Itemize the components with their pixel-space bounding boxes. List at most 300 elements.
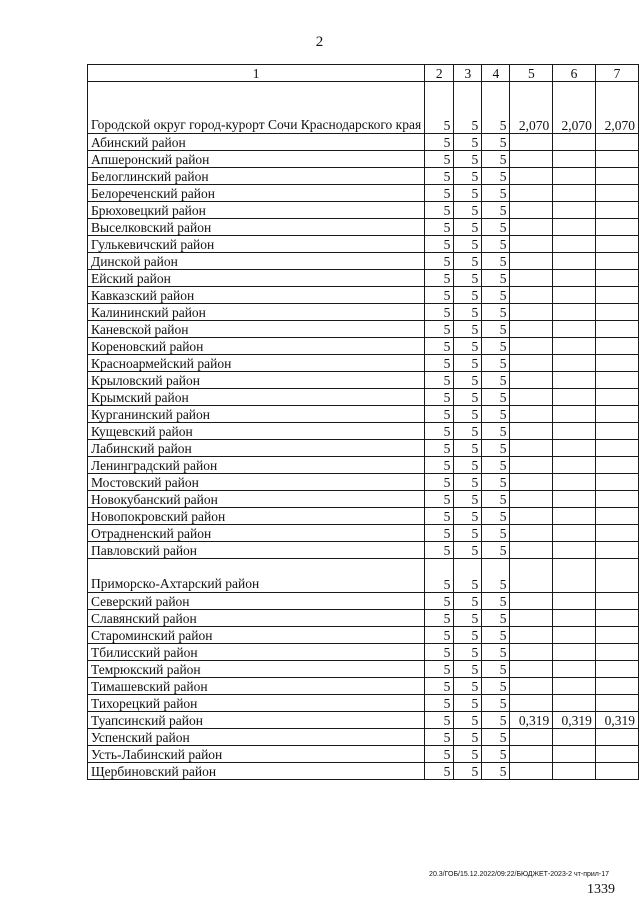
value-cell-c6 (553, 542, 596, 559)
table-row (88, 304, 639, 321)
value-cell-c3: 5 (454, 202, 482, 219)
value-cell-c2: 5 (425, 355, 454, 372)
value-cell-c7 (595, 644, 638, 661)
table-row (88, 389, 639, 406)
value-cell-c4: 5 (482, 678, 510, 695)
value-cell-c7 (595, 134, 638, 151)
table-row (88, 678, 639, 695)
value-cell-c5 (510, 321, 553, 338)
value-cell-c2: 5 (425, 134, 454, 151)
value-cell-c3: 5 (454, 593, 482, 610)
value-cell-c6 (553, 610, 596, 627)
municipality-name: Кавказский район (88, 287, 425, 304)
value-cell-c3: 5 (454, 525, 482, 542)
table-row (88, 729, 639, 746)
value-cell-c4: 5 (482, 168, 510, 185)
column-header: 2 (425, 65, 454, 82)
value-cell-c7 (595, 542, 638, 559)
value-cell-c3: 5 (454, 406, 482, 423)
municipality-name: Успенский район (88, 729, 425, 746)
value-cell-c5 (510, 202, 553, 219)
municipality-name: Ейский район (88, 270, 425, 287)
value-cell-c3: 5 (454, 82, 482, 134)
value-cell-c2: 5 (425, 474, 454, 491)
value-cell-c3: 5 (454, 168, 482, 185)
value-cell-c6 (553, 355, 596, 372)
value-cell-c6 (553, 423, 596, 440)
value-cell-c2: 5 (425, 287, 454, 304)
value-cell-c2: 5 (425, 525, 454, 542)
municipality-name: Туапсинский район (88, 712, 425, 729)
table-row (88, 440, 639, 457)
value-cell-c7 (595, 474, 638, 491)
value-cell-c3: 5 (454, 491, 482, 508)
value-cell-c5 (510, 678, 553, 695)
value-cell-c6 (553, 763, 596, 780)
value-cell-c4: 5 (482, 270, 510, 287)
value-cell-c7 (595, 321, 638, 338)
value-cell-c4: 5 (482, 219, 510, 236)
value-cell-c3: 5 (454, 287, 482, 304)
table-row (88, 185, 639, 202)
value-cell-c4: 5 (482, 644, 510, 661)
value-cell-c2: 5 (425, 270, 454, 287)
table-row (88, 287, 639, 304)
value-cell-c6 (553, 678, 596, 695)
value-cell-c7 (595, 168, 638, 185)
value-cell-c4: 5 (482, 491, 510, 508)
value-cell-c4: 5 (482, 712, 510, 729)
table-row (88, 763, 639, 780)
value-cell-c2: 5 (425, 542, 454, 559)
table-row (88, 82, 639, 134)
value-cell-c6 (553, 644, 596, 661)
value-cell-c6 (553, 338, 596, 355)
value-cell-c4: 5 (482, 457, 510, 474)
table-row (88, 168, 639, 185)
value-cell-c6 (553, 746, 596, 763)
value-cell-c3: 5 (454, 389, 482, 406)
value-cell-c2: 5 (425, 185, 454, 202)
municipality-name: Славянский район (88, 610, 425, 627)
value-cell-c6 (553, 287, 596, 304)
value-cell-c5 (510, 134, 553, 151)
value-cell-c4: 5 (482, 355, 510, 372)
value-cell-c6 (553, 457, 596, 474)
table-row (88, 457, 639, 474)
value-cell-c5 (510, 491, 553, 508)
value-cell-c2: 5 (425, 236, 454, 253)
value-cell-c3: 5 (454, 508, 482, 525)
value-cell-c7 (595, 593, 638, 610)
value-cell-c2: 5 (425, 746, 454, 763)
table-row (88, 202, 639, 219)
value-cell-c4: 5 (482, 746, 510, 763)
table-row (88, 508, 639, 525)
value-cell-c4: 5 (482, 82, 510, 134)
municipality-name: Калининский район (88, 304, 425, 321)
municipality-name: Приморско-Ахтарский район (88, 559, 425, 593)
municipality-name: Белоглинский район (88, 168, 425, 185)
value-cell-c7 (595, 406, 638, 423)
municipality-name: Красноармейский район (88, 355, 425, 372)
value-cell-c3: 5 (454, 270, 482, 287)
value-cell-c5 (510, 372, 553, 389)
municipality-name: Динской район (88, 253, 425, 270)
value-cell-c6 (553, 372, 596, 389)
value-cell-c2: 5 (425, 644, 454, 661)
value-cell-c3: 5 (454, 695, 482, 712)
value-cell-c5 (510, 644, 553, 661)
municipality-name: Крыловский район (88, 372, 425, 389)
table-row (88, 610, 639, 627)
column-header: 6 (553, 65, 596, 82)
value-cell-c2: 5 (425, 389, 454, 406)
table-row (88, 406, 639, 423)
value-cell-c2: 5 (425, 440, 454, 457)
value-cell-c2: 5 (425, 304, 454, 321)
value-cell-c5 (510, 304, 553, 321)
value-cell-c6 (553, 236, 596, 253)
value-cell-c3: 5 (454, 746, 482, 763)
value-cell-c5 (510, 542, 553, 559)
value-cell-c6 (553, 559, 596, 593)
value-cell-c4: 5 (482, 627, 510, 644)
value-cell-c4: 5 (482, 695, 510, 712)
value-cell-c4: 5 (482, 610, 510, 627)
table-row (88, 423, 639, 440)
municipality-name: Павловский район (88, 542, 425, 559)
value-cell-c7 (595, 763, 638, 780)
value-cell-c2: 5 (425, 729, 454, 746)
value-cell-c7 (595, 491, 638, 508)
value-cell-c2: 5 (425, 168, 454, 185)
table-row (88, 151, 639, 168)
value-cell-c5 (510, 610, 553, 627)
value-cell-c2: 5 (425, 151, 454, 168)
value-cell-c3: 5 (454, 661, 482, 678)
value-cell-c6 (553, 440, 596, 457)
value-cell-c5 (510, 236, 553, 253)
value-cell-c7 (595, 304, 638, 321)
value-cell-c5 (510, 253, 553, 270)
value-cell-c3: 5 (454, 219, 482, 236)
municipality-name: Кореновский район (88, 338, 425, 355)
value-cell-c2: 5 (425, 219, 454, 236)
value-cell-c3: 5 (454, 610, 482, 627)
table-row (88, 712, 639, 729)
municipality-name: Городской округ город-курорт Сочи Краснодарского края (88, 82, 425, 134)
value-cell-c2: 5 (425, 508, 454, 525)
value-cell-c4: 5 (482, 559, 510, 593)
value-cell-c6 (553, 729, 596, 746)
value-cell-c4: 5 (482, 542, 510, 559)
value-cell-c7 (595, 746, 638, 763)
value-cell-c6 (553, 321, 596, 338)
value-cell-c4: 5 (482, 151, 510, 168)
value-cell-c5 (510, 508, 553, 525)
value-cell-c7 (595, 661, 638, 678)
value-cell-c5 (510, 168, 553, 185)
value-cell-c7 (595, 372, 638, 389)
table-row (88, 338, 639, 355)
value-cell-c2: 5 (425, 593, 454, 610)
value-cell-c5 (510, 474, 553, 491)
value-cell-c6 (553, 406, 596, 423)
value-cell-c3: 5 (454, 474, 482, 491)
value-cell-c2: 5 (425, 627, 454, 644)
value-cell-c3: 5 (454, 355, 482, 372)
value-cell-c2: 5 (425, 321, 454, 338)
value-cell-c4: 5 (482, 593, 510, 610)
document-code: 20.3/ГОБ/15.12.2022/09:22/БЮДЖЕТ-2023-2 чт-прил-17 (429, 871, 609, 878)
table-row (88, 644, 639, 661)
table-row (88, 355, 639, 372)
value-cell-c3: 5 (454, 542, 482, 559)
column-header: 7 (595, 65, 638, 82)
municipality-name: Северский район (88, 593, 425, 610)
value-cell-c7 (595, 440, 638, 457)
value-cell-c4: 5 (482, 474, 510, 491)
value-cell-c2: 5 (425, 406, 454, 423)
value-cell-c5 (510, 287, 553, 304)
value-cell-c4: 5 (482, 372, 510, 389)
value-cell-c4: 5 (482, 661, 510, 678)
value-cell-c6 (553, 627, 596, 644)
municipality-name: Брюховецкий район (88, 202, 425, 219)
municipality-name: Тбилисский район (88, 644, 425, 661)
value-cell-c7 (595, 253, 638, 270)
column-header: 1 (88, 65, 425, 82)
value-cell-c5 (510, 627, 553, 644)
value-cell-c6 (553, 270, 596, 287)
value-cell-c4: 5 (482, 304, 510, 321)
value-cell-c7 (595, 457, 638, 474)
value-cell-c4: 5 (482, 406, 510, 423)
value-cell-c5 (510, 406, 553, 423)
value-cell-c3: 5 (454, 236, 482, 253)
value-cell-c7 (595, 287, 638, 304)
value-cell-c5 (510, 746, 553, 763)
value-cell-c6 (553, 508, 596, 525)
value-cell-c3: 5 (454, 185, 482, 202)
value-cell-c6 (553, 593, 596, 610)
municipality-name: Новокубанский район (88, 491, 425, 508)
value-cell-c5 (510, 559, 553, 593)
value-cell-c7 (595, 525, 638, 542)
value-cell-c2: 5 (425, 695, 454, 712)
value-cell-c7 (595, 559, 638, 593)
value-cell-c3: 5 (454, 457, 482, 474)
value-cell-c7 (595, 202, 638, 219)
table-row (88, 474, 639, 491)
value-cell-c3: 5 (454, 423, 482, 440)
table-row (88, 542, 639, 559)
value-cell-c5 (510, 423, 553, 440)
table-row (88, 559, 639, 593)
municipality-name: Тихорецкий район (88, 695, 425, 712)
value-cell-c2: 5 (425, 457, 454, 474)
value-cell-c2: 5 (425, 661, 454, 678)
value-cell-c4: 5 (482, 253, 510, 270)
municipality-name: Апшеронский район (88, 151, 425, 168)
value-cell-c6 (553, 253, 596, 270)
value-cell-c7 (595, 729, 638, 746)
value-cell-c3: 5 (454, 712, 482, 729)
municipality-name: Каневской район (88, 321, 425, 338)
value-cell-c6 (553, 525, 596, 542)
table-row (88, 219, 639, 236)
value-cell-c7 (595, 423, 638, 440)
table-row (88, 746, 639, 763)
table-body (88, 82, 639, 780)
table-row (88, 372, 639, 389)
value-cell-c6 (553, 474, 596, 491)
value-cell-c3: 5 (454, 372, 482, 389)
municipality-name: Лабинский район (88, 440, 425, 457)
table-row (88, 627, 639, 644)
value-cell-c7 (595, 151, 638, 168)
value-cell-c6 (553, 151, 596, 168)
value-cell-c4: 5 (482, 423, 510, 440)
value-cell-c2: 5 (425, 372, 454, 389)
value-cell-c4: 5 (482, 236, 510, 253)
municipality-name: Отрадненский район (88, 525, 425, 542)
table-row (88, 236, 639, 253)
table-row (88, 525, 639, 542)
header-row (88, 65, 639, 82)
value-cell-c5 (510, 355, 553, 372)
municipality-name: Темрюкский район (88, 661, 425, 678)
value-cell-c2: 5 (425, 559, 454, 593)
value-cell-c5 (510, 440, 553, 457)
value-cell-c5: 0,319 (510, 712, 553, 729)
value-cell-c4: 5 (482, 729, 510, 746)
value-cell-c5 (510, 185, 553, 202)
municipality-name: Абинский район (88, 134, 425, 151)
municipality-name: Тимашевский район (88, 678, 425, 695)
value-cell-c7: 2,070 (595, 82, 638, 134)
value-cell-c4: 5 (482, 763, 510, 780)
value-cell-c3: 5 (454, 321, 482, 338)
value-cell-c5 (510, 389, 553, 406)
value-cell-c6: 0,319 (553, 712, 596, 729)
page-number: 2 (315, 34, 324, 50)
table-row (88, 661, 639, 678)
value-cell-c7 (595, 236, 638, 253)
value-cell-c3: 5 (454, 440, 482, 457)
value-cell-c5 (510, 695, 553, 712)
value-cell-c6 (553, 389, 596, 406)
value-cell-c6 (553, 304, 596, 321)
table-row (88, 593, 639, 610)
value-cell-c5 (510, 219, 553, 236)
value-cell-c3: 5 (454, 304, 482, 321)
value-cell-c3: 5 (454, 151, 482, 168)
value-cell-c2: 5 (425, 82, 454, 134)
value-cell-c7 (595, 508, 638, 525)
value-cell-c6 (553, 695, 596, 712)
municipality-name: Ленинградский район (88, 457, 425, 474)
value-cell-c7 (595, 695, 638, 712)
table-row (88, 270, 639, 287)
table-row (88, 321, 639, 338)
value-cell-c5 (510, 593, 553, 610)
column-header: 4 (482, 65, 510, 82)
municipality-name: Новопокровский район (88, 508, 425, 525)
municipality-name: Крымский район (88, 389, 425, 406)
value-cell-c5 (510, 338, 553, 355)
municipality-name: Гулькевичский район (88, 236, 425, 253)
value-cell-c7 (595, 338, 638, 355)
municipality-name: Староминский район (88, 627, 425, 644)
value-cell-c6 (553, 661, 596, 678)
value-cell-c2: 5 (425, 678, 454, 695)
value-cell-c4: 5 (482, 134, 510, 151)
municipality-name: Курганинский район (88, 406, 425, 423)
value-cell-c5 (510, 763, 553, 780)
value-cell-c4: 5 (482, 202, 510, 219)
value-cell-c4: 5 (482, 389, 510, 406)
value-cell-c4: 5 (482, 508, 510, 525)
value-cell-c7: 0,319 (595, 712, 638, 729)
value-cell-c2: 5 (425, 253, 454, 270)
value-cell-c3: 5 (454, 678, 482, 695)
value-cell-c2: 5 (425, 610, 454, 627)
municipality-name: Щербиновский район (88, 763, 425, 780)
value-cell-c4: 5 (482, 338, 510, 355)
value-cell-c7 (595, 219, 638, 236)
value-cell-c6 (553, 185, 596, 202)
value-cell-c5 (510, 457, 553, 474)
value-cell-c3: 5 (454, 729, 482, 746)
value-cell-c3: 5 (454, 338, 482, 355)
value-cell-c6 (553, 202, 596, 219)
value-cell-c5: 2,070 (510, 82, 553, 134)
value-cell-c3: 5 (454, 763, 482, 780)
value-cell-c7 (595, 185, 638, 202)
value-cell-c6 (553, 219, 596, 236)
value-cell-c5 (510, 729, 553, 746)
table-row (88, 695, 639, 712)
value-cell-c3: 5 (454, 644, 482, 661)
value-cell-c2: 5 (425, 423, 454, 440)
value-cell-c7 (595, 610, 638, 627)
value-cell-c6 (553, 491, 596, 508)
municipality-name: Кущевский район (88, 423, 425, 440)
page-total-number: 1339 (587, 882, 615, 897)
value-cell-c5 (510, 270, 553, 287)
value-cell-c2: 5 (425, 712, 454, 729)
value-cell-c4: 5 (482, 525, 510, 542)
value-cell-c5 (510, 151, 553, 168)
value-cell-c5 (510, 661, 553, 678)
value-cell-c2: 5 (425, 491, 454, 508)
value-cell-c4: 5 (482, 185, 510, 202)
value-cell-c7 (595, 627, 638, 644)
column-header: 3 (454, 65, 482, 82)
value-cell-c7 (595, 678, 638, 695)
value-cell-c6 (553, 168, 596, 185)
column-header: 5 (510, 65, 553, 82)
value-cell-c7 (595, 389, 638, 406)
allocation-table (87, 64, 639, 780)
value-cell-c3: 5 (454, 134, 482, 151)
value-cell-c3: 5 (454, 253, 482, 270)
municipality-name: Мостовский район (88, 474, 425, 491)
value-cell-c2: 5 (425, 763, 454, 780)
municipality-name: Усть-Лабинский район (88, 746, 425, 763)
